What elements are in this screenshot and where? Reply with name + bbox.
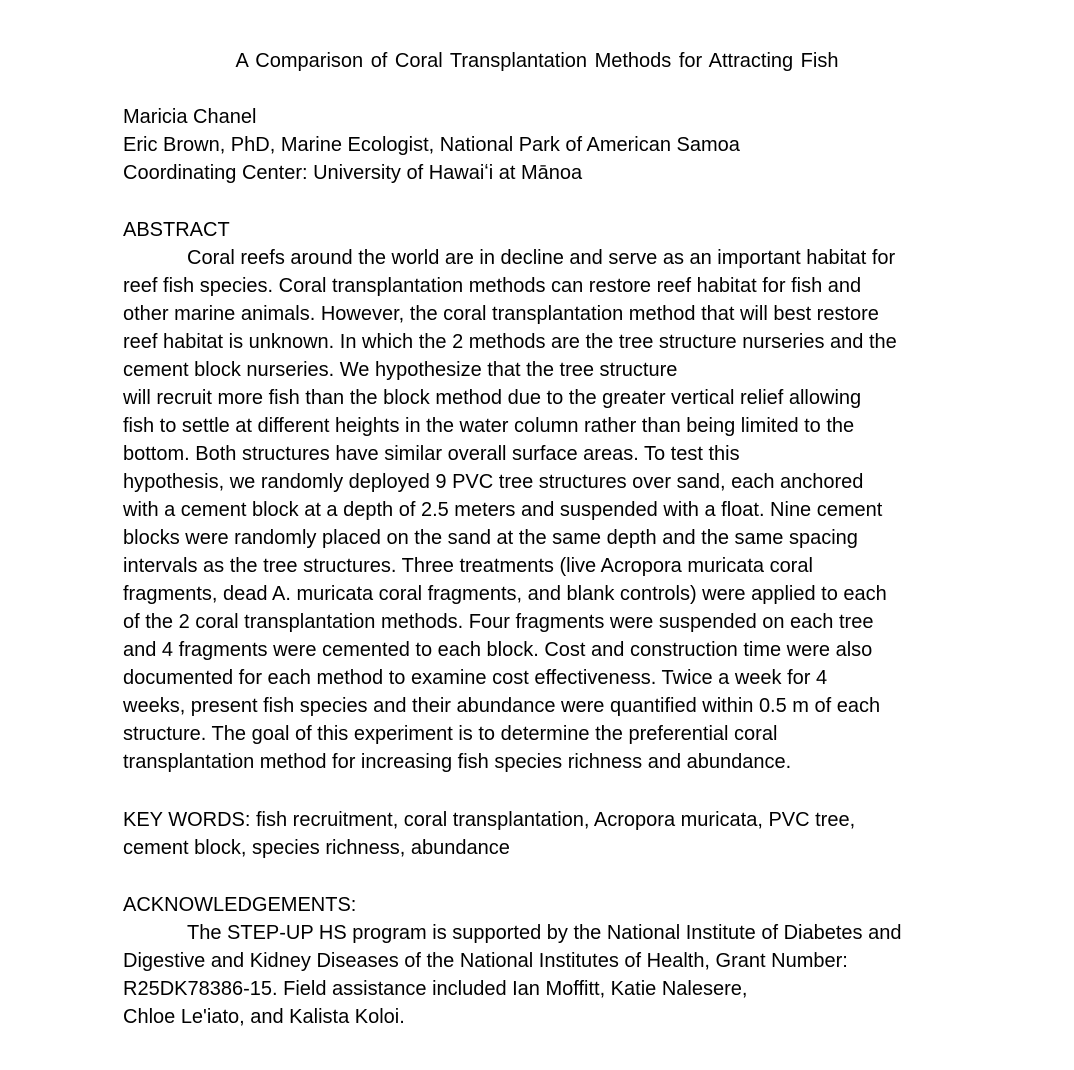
abstract-section bbox=[123, 216, 953, 776]
abstract-line: reef habitat is unknown. In which the 2 methods are the tree structure nurseries and the bbox=[123, 331, 897, 353]
acknowledgements-line: The STEP-UP HS program is supported by the National Institute of Diabetes and bbox=[187, 922, 902, 944]
keywords-line: cement block, species richness, abundance bbox=[123, 837, 510, 859]
abstract-line: hypothesis, we randomly deployed 9 PVC tree structures over sand, each anchored bbox=[123, 471, 864, 493]
abstract-line: will recruit more fish than the block method due to the greater vertical relief allowing bbox=[123, 387, 862, 409]
mentor-line: Eric Brown, PhD, Marine Ecologist, National Park of American Samoa bbox=[123, 134, 740, 156]
acknowledgements-heading: ACKNOWLEDGEMENTS: bbox=[123, 894, 357, 916]
abstract-line: structure. The goal of this experiment is to determine the preferential coral bbox=[123, 723, 778, 745]
author-block bbox=[123, 103, 953, 187]
abstract-line: weeks, present fish species and their abundance were quantified within 0.5 m of each bbox=[123, 695, 881, 717]
abstract-line: blocks were randomly placed on the sand at the same depth and the same spacing bbox=[123, 527, 858, 549]
abstract-line: with a cement block at a depth of 2.5 meters and suspended with a float. Nine cement bbox=[123, 499, 883, 521]
keywords-line: KEY WORDS: fish recruitment, coral transplantation, Acropora muricata, PVC tree, bbox=[123, 809, 856, 831]
coordinating-center-line: Coordinating Center: University of Hawaiʻi at Mānoa bbox=[123, 162, 583, 184]
document-title: A Comparison of Coral Transplantation Methods for Attracting Fish bbox=[235, 50, 839, 72]
abstract-heading: ABSTRACT bbox=[123, 219, 230, 241]
abstract-line: of the 2 coral transplantation methods. Four fragments were suspended on each tree bbox=[123, 611, 874, 633]
abstract-line: transplantation method for increasing fish species richness and abundance. bbox=[123, 751, 792, 773]
acknowledgements-line: Chloe Le'iato, and Kalista Koloi. bbox=[123, 1006, 405, 1028]
abstract-line: intervals as the tree structures. Three treatments (live Acropora muricata coral bbox=[123, 555, 813, 577]
abstract-line: fragments, dead A. muricata coral fragments, and blank controls) were applied to each bbox=[123, 583, 887, 605]
abstract-line: documented for each method to examine cost effectiveness. Twice a week for 4 bbox=[123, 667, 828, 689]
abstract-line: fish to settle at different heights in the water column rather than being limited to the bbox=[123, 415, 855, 437]
abstract-line: reef fish species. Coral transplantation methods can restore reef habitat for fish and bbox=[123, 275, 862, 297]
abstract-line: and 4 fragments were cemented to each block. Cost and construction time were also bbox=[123, 639, 873, 661]
abstract-line: bottom. Both structures have similar overall surface areas. To test this bbox=[123, 443, 740, 465]
abstract-line: other marine animals. However, the coral transplantation method that will best restore bbox=[123, 303, 879, 325]
keywords-section bbox=[123, 806, 953, 862]
acknowledgements-line: Digestive and Kidney Diseases of the National Institutes of Health, Grant Number: bbox=[123, 950, 848, 972]
acknowledgements-section bbox=[123, 891, 953, 1031]
author-name: Maricia Chanel bbox=[123, 106, 257, 128]
abstract-line: Coral reefs around the world are in decline and serve as an important habitat for bbox=[187, 247, 896, 269]
abstract-line: cement block nurseries. We hypothesize that the tree structure bbox=[123, 359, 678, 381]
acknowledgements-line: R25DK78386-15. Field assistance included Ian Moffitt, Katie Nalesere, bbox=[123, 978, 748, 1000]
